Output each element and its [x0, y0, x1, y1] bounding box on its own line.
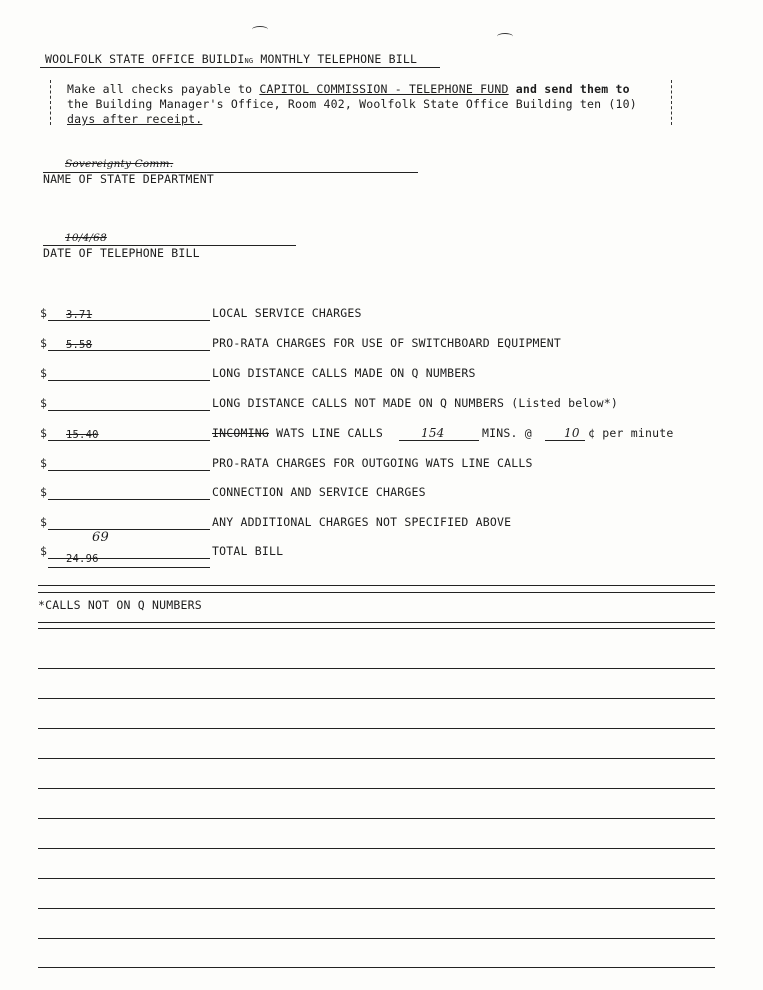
calls-list-line	[38, 758, 715, 759]
department-value: Sovereignty Comm.	[65, 158, 174, 170]
charge-row-total	[40, 544, 47, 558]
calls-list-line	[38, 878, 715, 879]
charge-row-additional	[40, 515, 47, 529]
wats-rate-label: ¢ per minute	[588, 426, 674, 440]
notice-line-1	[67, 82, 630, 96]
charge-label-long-distance-q: LONG DISTANCE CALLS MADE ON Q NUMBERS	[212, 366, 476, 380]
charge-amount-local: 3.71	[66, 309, 93, 321]
calls-list-line	[38, 938, 715, 939]
calls-list-line	[38, 728, 715, 729]
charge-label-wats-struck: INCOMING	[212, 426, 269, 440]
notice-line-1-pre: Make all checks payable to	[67, 82, 260, 96]
charge-label-switchboard: PRO-RATA CHARGES FOR USE OF SWITCHBOARD EQUIPMENT	[212, 336, 562, 350]
calls-list-line	[38, 967, 715, 968]
charge-label-local: LOCAL SERVICE CHARGES	[212, 306, 362, 320]
amount-blank-line	[48, 380, 210, 381]
payment-notice-box	[50, 80, 672, 125]
wats-rate-value: 10	[564, 426, 580, 440]
charge-label-wats-text: WATS LINE CALLS	[269, 426, 383, 440]
title-underline	[40, 67, 440, 68]
section-rule	[38, 628, 715, 629]
currency-symbol: $	[40, 396, 48, 410]
charge-label-long-distance-not-q: LONG DISTANCE CALLS NOT MADE ON Q NUMBERS (Listed below*)	[212, 396, 619, 410]
currency-symbol: $	[40, 336, 48, 350]
charge-row-long-distance-not-q	[40, 396, 47, 410]
currency-symbol: $	[40, 485, 48, 499]
total-bill-label: TOTAL BILL	[212, 544, 284, 558]
form-title	[45, 52, 417, 66]
form-title-part-1: WOOLFOLK STATE OFFICE BUILDI	[45, 52, 245, 66]
notice-line-3: days after receipt.	[67, 112, 203, 126]
calls-list-line	[38, 698, 715, 699]
charge-label-additional: ANY ADDITIONAL CHARGES NOT SPECIFIED ABOVE	[212, 515, 512, 529]
notice-line-2: the Building Manager's Office, Room 402, Woolfolk State Office Building ten (10)	[67, 97, 637, 111]
amount-blank-line	[48, 529, 210, 530]
bill-date-label: DATE OF TELEPHONE BILL	[43, 246, 200, 260]
currency-symbol: $	[40, 366, 48, 380]
charge-label-connection: CONNECTION AND SERVICE CHARGES	[212, 485, 426, 499]
amount-blank-line	[48, 499, 210, 500]
calls-list-line	[38, 818, 715, 819]
currency-symbol: $	[40, 456, 48, 470]
wats-mins-label: MINS. @	[482, 426, 532, 440]
wats-mins-value: 154	[421, 426, 445, 440]
calls-list-line	[38, 788, 715, 789]
wats-rate-blank-line	[545, 440, 585, 441]
form-title-part-3: MONTHLY TELEPHONE BILL	[253, 52, 418, 66]
calls-list-line	[38, 848, 715, 849]
currency-symbol: $	[40, 306, 48, 320]
charge-label-wats	[212, 426, 383, 440]
amount-blank-line	[48, 410, 210, 411]
charge-row-connection	[40, 485, 47, 499]
currency-symbol: $	[40, 426, 48, 440]
charge-amount-switchboard: 5.58	[66, 339, 93, 351]
total-correction-value: 69	[92, 530, 109, 545]
currency-symbol: $	[40, 544, 48, 558]
amount-blank-line	[48, 470, 210, 471]
currency-symbol: $	[40, 515, 48, 529]
charge-row-outgoing-wats	[40, 456, 47, 470]
form-title-part-2: NG	[244, 57, 254, 65]
total-double-rule	[48, 567, 210, 568]
charge-row-wats	[40, 426, 47, 440]
charge-row-local	[40, 306, 47, 320]
charge-label-outgoing-wats: PRO-RATA CHARGES FOR OUTGOING WATS LINE CALLS	[212, 456, 533, 470]
department-label: NAME OF STATE DEPARTMENT	[43, 172, 214, 186]
calls-list-line	[38, 668, 715, 669]
total-amount-value: 24.96	[66, 553, 99, 565]
wats-mins-blank-line	[399, 440, 479, 441]
section-rule	[38, 622, 715, 623]
bill-date-value: 10/4/68	[65, 232, 107, 244]
charge-row-long-distance-q	[40, 366, 47, 380]
section-rule	[38, 585, 715, 586]
charge-row-switchboard	[40, 336, 47, 350]
charge-amount-wats: 15.40	[66, 429, 99, 441]
notice-line-1-post: and send them to	[508, 82, 630, 96]
calls-not-on-q-label: *CALLS NOT ON Q NUMBERS	[38, 598, 202, 612]
calls-list-line	[38, 908, 715, 909]
notice-fund-name: CAPITOL COMMISSION - TELEPHONE FUND	[259, 82, 509, 96]
section-rule	[38, 592, 715, 593]
